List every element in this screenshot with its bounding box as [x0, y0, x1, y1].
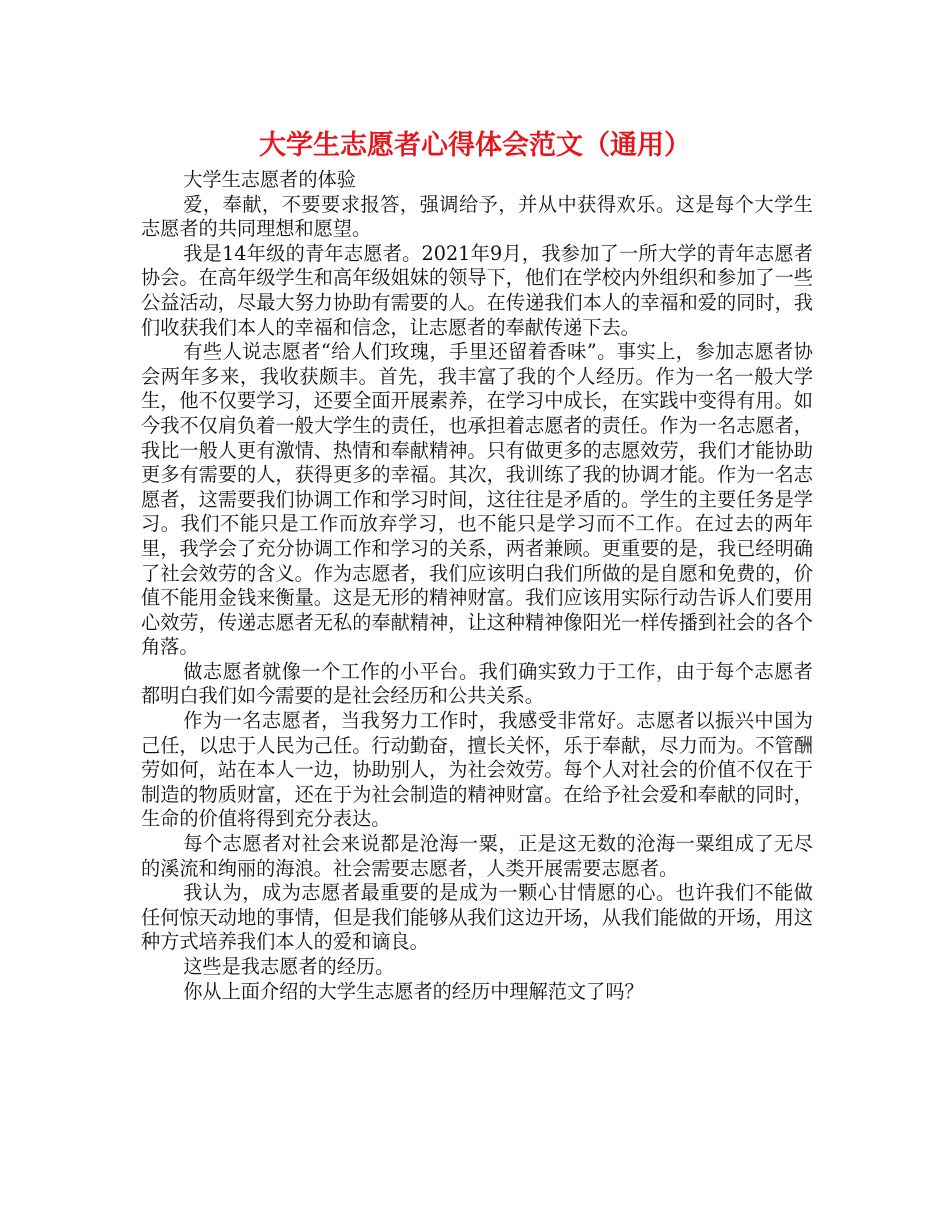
paragraph: 有些人说志愿者“给人们玫瑰，手里还留着香味”。事实上，参加志愿者协会两年多来，我收获颇丰。首先，我丰富了我的个人经历。作为一名一般大学生，他不仅要学习，还要全面开展素养，在学习中成长，在实践中变得有用。如今我不仅肩负着一般大学生的责任，也承担着志愿者的责任。作为一名志愿者，我比一般人更有激情、热情和奉献精神。只有做更多的志愿效劳，我们才能协助更多有需要的人，获得更多的幸福。其次，我训练了我的协调才能。作为一名志愿者，这需要我们协调工作和学习时间，这往往是矛盾的。学生的主要任务是学习。我们不能只是工作而放弃学习，也不能只是学习而不工作。在过去的两年里，我学会了充分协调工作和学习的关系，两者兼顾。更重要的是，我已经明确了社会效劳的含义。作为志愿者，我们应该明白我们所做的是自愿和免费的，价值不能用金钱来衡量。这是无形的精神财富。我们应该用实际行动告诉人们要用心效劳，传递志愿者无私的奉献精神，让这种精神像阳光一样传播到社会的各个角落。 [141, 340, 813, 659]
document-title: 大学生志愿者心得体会范文（通用） [259, 130, 691, 161]
paragraph-heading: 大学生志愿者的体验 [183, 168, 356, 191]
paragraph: 我是14年级的青年志愿者。2021年9月，我参加了一所大学的青年志愿者协会。在高年级学生和高年级姐妹的领导下，他们在学校内外组织和参加了一些公益活动，尽最大努力协助有需要的人。在传递我们本人的幸福和爱的同时，我们收获我们本人的幸福和信念，让志愿者的奉献传递下去。 [141, 241, 813, 339]
paragraph: 作为一名志愿者，当我努力工作时，我感受非常好。志愿者以振兴中国为己任，以忠于人民为己任。行动勤奋，擅长关怀，乐于奉献，尽力而为。不管酬劳如何，站在本人一边，协助别人，为社会效劳。每个人对社会的价值不仅在于制造的物质财富，还在于为社会制造的精神财富。在给予社会爱和奉献的同时，生命的价值将得到充分表达。 [141, 709, 813, 831]
paragraph: 我认为，成为志愿者最重要的是成为一颗心甘情愿的心。也许我们不能做任何惊天动地的事情，但是我们能够从我们这边开场，从我们能做的开场，用这种方式培养我们本人的爱和谪良。 [141, 881, 813, 954]
paragraph: 爱，奉献，不要要求报答，强调给予，并从中获得欢乐。这是每个大学生志愿者的共同理想和愿望。 [141, 192, 813, 241]
paragraph: 你从上面介绍的大学生志愿者的经历中理解范文了吗？ [183, 979, 644, 1003]
document-body [141, 168, 813, 1004]
paragraph: 做志愿者就像一个工作的小平台。我们确实致力于工作，由于每个志愿者都明白我们如今需要的是社会经历和公共关系。 [141, 659, 813, 708]
paragraph: 每个志愿者对社会来说都是沧海一粟，正是这无数的沧海一粟组成了无尽的溪流和绚丽的海浪。社会需要志愿者，人类开展需要志愿者。 [141, 832, 813, 880]
paragraph: 这些是我志愿者的经历。 [183, 955, 395, 978]
